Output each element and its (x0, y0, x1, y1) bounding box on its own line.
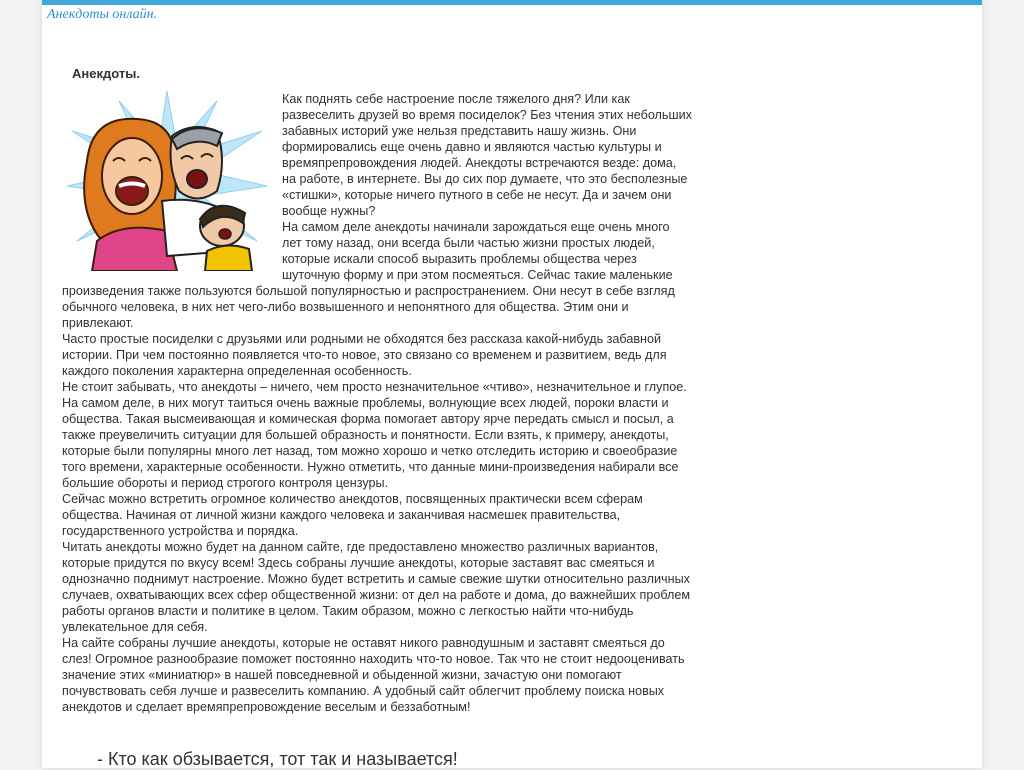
joke-text: - Кто как обзывается, тот так и называется! (97, 749, 458, 769)
article-body (62, 91, 692, 715)
article-paragraph: На самом деле анекдоты начинали зарождаться еще очень много лет тому назад, они всегда были частью жизни простых людей, которые искали способ выразить проблемы общества через шуточную форму и при этом посмеяться. Сейчас такие маленькие произведения также пользуются большой популярностью и распространением. Они несут в себе взгляд обычного человека, в них нет чего-либо возвышенного и непонятного для общества. Этим они и привлекают. (62, 220, 675, 330)
article-paragraph: Часто простые посиделки с друзьями или родными не обходятся без рассказа какой-нибудь забавной истории. При чем постоянно появляется что-то новое, это связано со временем и развитием, ведь для каждого поколения характерна определенная особенность. (62, 332, 667, 378)
top-accent-bar (42, 0, 982, 5)
article-paragraph: На сайте собраны лучшие анекдоты, которые не оставят никого равнодушным и заставят смеяться до слез! Огромное разнообразие поможет постоянно находить что-то новое. Так что не стоит недооценивать значение этих «миниатюр» в нашей повседневной и обыденной жизни, зачастую они помогают почувствовать себя лучше и развеселить компанию. А удобный сайт облегчит проблему поиска новых анекдотов и сделает времяпрепровождение веселым и беззаботным! (62, 636, 685, 714)
article-heading: Анекдоты. (72, 66, 140, 81)
article-paragraph: Не стоит забывать, что анекдоты – ничего, чем просто незначительное «чтиво», незначительное и глупое. На самом деле, в них могут таиться очень важные проблемы, волнующие всех людей, пороки власти и общества. Такая высмеивающая и комическая форма помогает автору ярче передать смысл и посыл, а также преувеличить ситуации для большей образность и понятности. Если взять, к примеру, анекдоты, которые были популярны много лет назад, том можно хорошо и четко отследить историю и своеобразие того времени, характерные особенности. Нужно отметить, что данные мини-произведения набирали все большие обороты и период строгого контроля цензуры. (62, 380, 687, 490)
article-paragraph: Читать анекдоты можно будет на данном сайте, где предоставлено множество различных вариантов, которые придутся по вкусу всем! Здесь собраны лучшие анекдоты, которые заставят вас смеяться и однозначно поднимут настроение. Можно будет встретить и самые свежие шутки относительно различных случаев, охватывающих всех сфер общественной жизни: от дел на работе и дома, до важнейших проблем работы органов власти и политике в целом. Таким образом, можно с легкостью найти что-нибудь увлекательное для себя. (62, 540, 691, 634)
article-paragraph: Сейчас можно встретить огромное количество анекдотов, посвященных практически всем сферам общества. Начиная от личной жизни каждого человека и заканчивая насмешек правительства, государственного устройства и порядка. (62, 492, 643, 538)
laughing-people-illustration (67, 91, 267, 271)
site-title-link[interactable]: Анекдоты онлайн. (47, 7, 158, 22)
page-container (42, 0, 982, 768)
article-paragraph: Как поднять себе настроение после тяжелого дня? Или как развеселить друзей во время посиделок? Без чтения этих небольших забавных историй уже нельзя представить нашу жизнь. Они формировались еще очень давно и являются частью культуры и времяпрепровождения людей. Анекдоты встречаются везде: дома, на работе, в интернете. Вы до сих пор думаете, что это бесполезные «стишки», которые ничего путного в себе не несут. Да и зачем они вообще нужны? (282, 92, 692, 218)
